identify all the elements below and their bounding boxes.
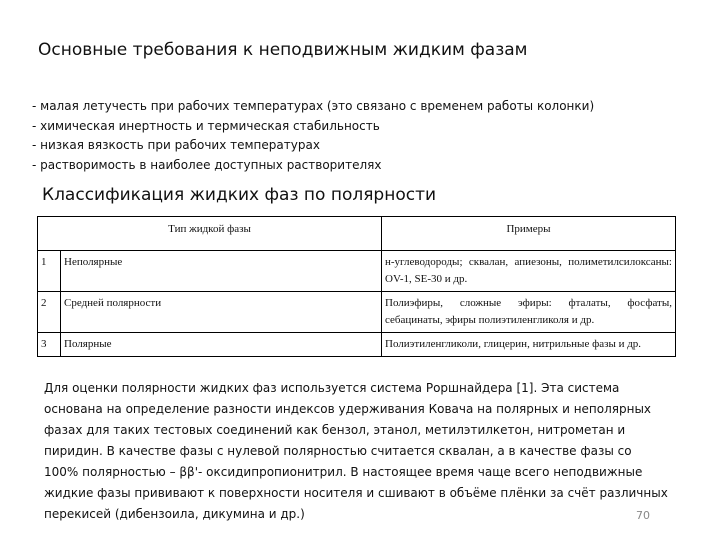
phase-examples: Полиэфиры, сложные эфиры: фталаты, фосфаты, себацинаты, эфиры полиэтиленгликоля и др. — [382, 292, 676, 333]
requirement-item: - химическая инертность и термическая стабильность — [32, 118, 380, 133]
requirement-item: - малая летучесть при рабочих температурах (это связано с временем работы колонки) — [32, 99, 595, 113]
section-subtitle: Классификация жидких фаз по полярности — [42, 185, 437, 205]
requirements-list — [32, 97, 692, 175]
page-title: Основные требования к неподвижным жидким фазам — [38, 40, 528, 60]
table-row — [38, 251, 676, 292]
description-paragraph: Для оценки полярности жидких фаз используется система Роршнайдера [1]. Эта система основана на определение разности индексов удерживания Ковача на полярных и неполярных фазах для таких тестовых соединений как бензол, этанол, метилэтилкетон, нитрометан и пиридин. В качестве фазы с нулевой полярностью считается сквалан, а в качестве фазы со 100% полярностью – ββ'- оксидипропионитрил. В настоящее время чаще всего неподвижные жидкие фазы прививают к поверхности носителя и сшивают в объёме плёнки за счёт различных перекисей (дибензоила, дикумина и др.) — [44, 381, 668, 521]
column-header-examples: Примеры — [382, 217, 676, 251]
column-header-type: Тип жидкой фазы — [38, 217, 382, 251]
phase-type: Неполярные — [61, 251, 382, 292]
polarity-table — [37, 216, 676, 357]
phase-type: Полярные — [61, 333, 382, 357]
table-header-row — [38, 217, 676, 251]
phase-examples: Полиэтиленгликоли, глицерин, нитрильные фазы и др. — [382, 333, 676, 357]
requirement-item: - растворимость в наиболее доступных растворителях — [32, 157, 382, 172]
page-number: 70 — [636, 509, 650, 522]
requirement-item: - низкая вязкость при рабочих температурах — [32, 138, 320, 152]
phase-examples: н-углеводороды; сквалан, апиезоны, полиметилсилоксаны: OV-1, SE-30 и др. — [382, 251, 676, 292]
table-row — [38, 292, 676, 333]
row-number: 3 — [38, 333, 61, 357]
phase-type: Средней полярности — [61, 292, 382, 333]
row-number: 2 — [38, 292, 61, 333]
row-number: 1 — [38, 251, 61, 292]
table-row — [38, 333, 676, 357]
